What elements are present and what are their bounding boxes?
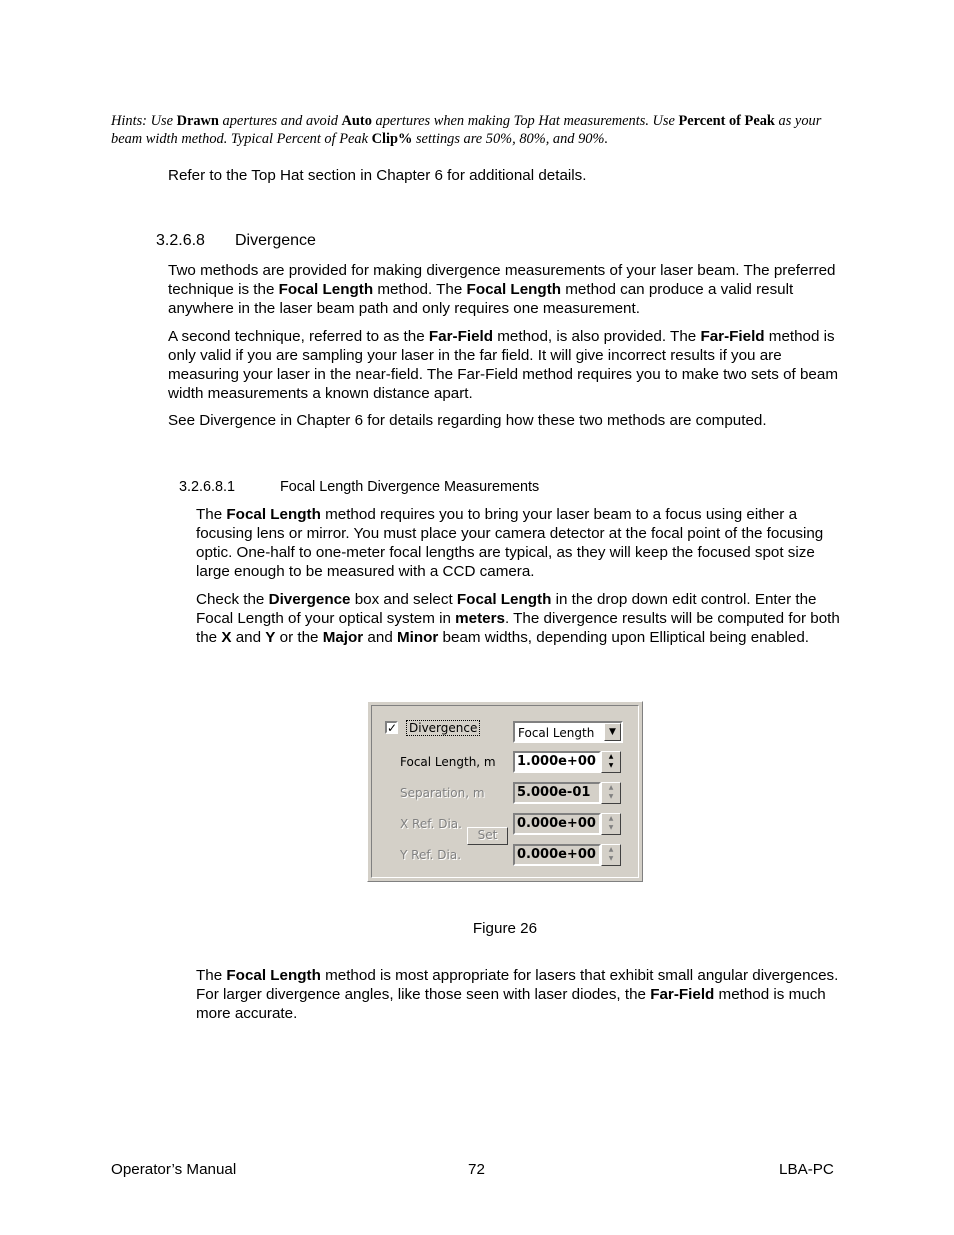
spin-down-icon[interactable]: ▼: [608, 762, 614, 769]
divergence-checkbox-label[interactable]: Divergence: [406, 720, 480, 736]
set-button[interactable]: Set: [467, 827, 508, 845]
subsection-number: 3.2.6.8.1: [179, 479, 236, 495]
footer-right: LBA-PC: [779, 1161, 834, 1178]
divergence-dialog-figure: [367, 701, 643, 882]
separation-spinner: [601, 782, 621, 804]
divergence-method-select[interactable]: [513, 721, 623, 743]
divergence-checkbox[interactable]: [385, 721, 398, 734]
divergence-paragraph-1: Two methods are provided for making divergence measurements of your laser beam. The preferred technique is the Focal Length method. The Focal Length method can produce a valid result anywhere in the laser beam path and only requires one measurement.: [168, 262, 836, 317]
y-ref-dia-label: Y Ref. Dia.: [400, 848, 462, 862]
section-heading: [156, 231, 316, 251]
final-paragraph: The Focal Length method is most appropriate for lasers that exhibit small angular divergences. For larger divergence angles, like those seen with laser diodes, the Far-Field method is much more accurate.: [196, 967, 839, 1022]
refer-paragraph: Refer to the Top Hat section in Chapter 6 for additional details.: [168, 167, 587, 184]
section-number: 3.2.6.8: [156, 232, 205, 249]
chevron-down-icon[interactable]: ▼: [604, 723, 621, 741]
divergence-method-value: Focal Length: [518, 726, 595, 740]
figure-caption: Figure 26: [472, 920, 538, 937]
footer-left: Operator’s Manual: [111, 1161, 237, 1178]
separation-label: Separation, m: [400, 786, 485, 800]
spin-down-icon: ▼: [608, 855, 614, 862]
x-ref-dia-spinner: [601, 813, 621, 835]
page-number: 72: [468, 1161, 485, 1178]
spin-up-icon: ▲: [608, 846, 614, 853]
divergence-paragraph-3: See Divergence in Chapter 6 for details regarding how these two methods are computed.: [168, 412, 767, 429]
spin-down-icon: ▼: [608, 793, 614, 800]
y-ref-dia-spinner: [601, 844, 621, 866]
checkmark-icon: ✓: [387, 721, 398, 735]
subsection-title: Focal Length Divergence Measurements: [280, 479, 540, 495]
spin-down-icon: ▼: [608, 824, 614, 831]
divergence-paragraph-2: A second technique, referred to as the Far-Field method, is also provided. The Far-Field method is only valid if you are sampling your laser in the far field. It will give incorrect results if you are measuring your laser in the near-field. The Far-Field method requires you to make two sets of beam width measurements a known distance apart.: [168, 328, 838, 402]
spin-up-icon[interactable]: ▲: [608, 753, 614, 760]
focal-length-paragraph-2: Check the Divergence box and select Focal Length in the drop down edit control. Enter the Focal Length of your optical system in meters. The divergence results will be computed for both the X and Y or the Major and Minor beam widths, depending upon Elliptical being enabled.: [196, 591, 840, 646]
focal-length-paragraph-1: The Focal Length method requires you to bring your laser beam to a focus using either a focusing lens or mirror. You must place your camera detector at the focal point of the focusing optic. One-half to one-meter focal lengths are typical, as they will keep the focused spot size large enough to be measured with a CCD camera.: [196, 506, 824, 580]
x-ref-dia-label: X Ref. Dia.: [400, 817, 462, 831]
focal-length-input[interactable]: 1.000e+00: [513, 751, 601, 773]
x-ref-dia-input: 0.000e+00: [513, 813, 601, 835]
hints-paragraph: Hints: Use Drawn apertures and avoid Auto apertures when making Top Hat measurements. Use Percent of Peak as your beam width method. Typical Percent of Peak Clip% settings are 50%, 80%, and 90%.: [111, 113, 822, 147]
spin-up-icon: ▲: [608, 815, 614, 822]
focal-length-spinner[interactable]: [601, 751, 621, 773]
section-title: Divergence: [235, 232, 316, 249]
subsection-heading: [179, 478, 540, 496]
separation-input: 5.000e-01: [513, 782, 601, 804]
y-ref-dia-input: 0.000e+00: [513, 844, 601, 866]
spin-up-icon: ▲: [608, 784, 614, 791]
focal-length-label: Focal Length, m: [400, 755, 496, 769]
